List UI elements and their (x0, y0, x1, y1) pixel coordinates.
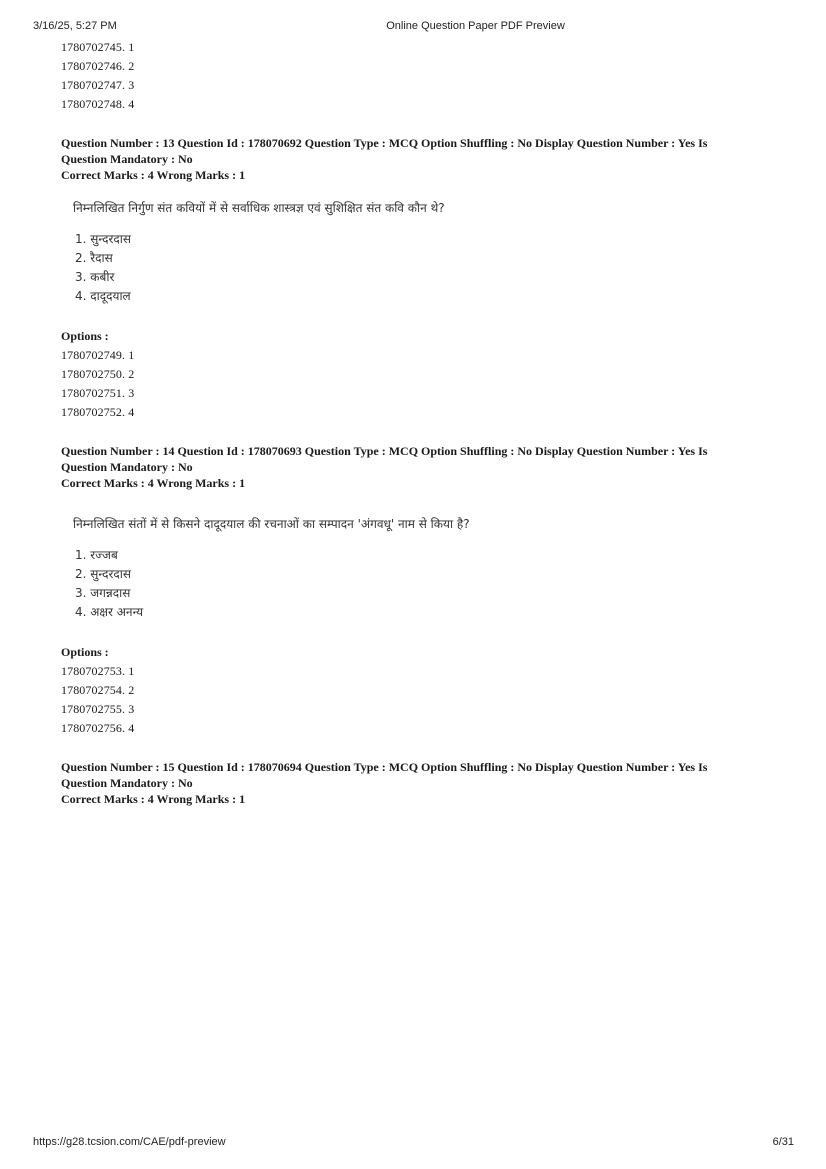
option-id: 1780702745. 1 (61, 40, 135, 54)
question-meta: Question Number : 13 Question Id : 178070692 Question Type : MCQ Option Shuffling : No Display Question Number : Yes Is (61, 136, 708, 150)
option-id: 1780702748. 4 (61, 97, 135, 111)
previous-question-options (61, 38, 761, 114)
option-id: 1780702746. 2 (61, 59, 135, 73)
option-id: 1780702751. 3 (61, 386, 135, 400)
option-id: 1780702756. 4 (61, 721, 135, 735)
choice-item: 4. अक्षर अनन्य (75, 605, 144, 619)
option-id: 1780702755. 3 (61, 702, 135, 716)
choice-item: 4. दादूदयाल (75, 289, 131, 303)
choice-item: 1. रज्जब (75, 548, 118, 562)
question-paper-content (61, 38, 761, 807)
question-meta-mandatory: Question Mandatory : No (61, 152, 193, 166)
question-13 (61, 135, 761, 422)
choice-item: 1. सुन्दरदास (75, 232, 131, 246)
choice-item: 2. सुन्दरदास (75, 567, 131, 581)
option-id: 1780702747. 3 (61, 78, 135, 92)
question-marks: Correct Marks : 4 Wrong Marks : 1 (61, 792, 246, 806)
question-14 (61, 443, 761, 738)
page-number: 6/31 (772, 1136, 794, 1148)
options-label: Options : (61, 645, 109, 659)
question-meta-mandatory: Question Mandatory : No (61, 776, 193, 790)
question-meta: Question Number : 14 Question Id : 178070693 Question Type : MCQ Option Shuffling : No Display Question Number : Yes Is (61, 444, 708, 458)
print-datetime: 3/16/25, 5:27 PM (33, 20, 117, 32)
question-text: निम्नलिखित संतों में से किसने दादूदयाल की रचनाओं का सम्पादन 'अंगवधू' नाम से किया है? (73, 517, 470, 531)
question-choices (75, 230, 761, 306)
question-meta-mandatory: Question Mandatory : No (61, 460, 193, 474)
option-id: 1780702754. 2 (61, 683, 135, 697)
question-marks: Correct Marks : 4 Wrong Marks : 1 (61, 168, 246, 182)
question-marks: Correct Marks : 4 Wrong Marks : 1 (61, 476, 246, 490)
page-url: https://g28.tcsion.com/CAE/pdf-preview (33, 1136, 226, 1148)
question-meta: Question Number : 15 Question Id : 178070694 Question Type : MCQ Option Shuffling : No Display Question Number : Yes Is (61, 760, 708, 774)
question-15 (61, 759, 761, 807)
page-title: Online Question Paper PDF Preview (386, 20, 565, 32)
option-id: 1780702749. 1 (61, 348, 135, 362)
option-id: 1780702750. 2 (61, 367, 135, 381)
choice-item: 3. जगन्नदास (75, 586, 131, 600)
choice-item: 3. कबीर (75, 270, 115, 284)
option-id: 1780702753. 1 (61, 664, 135, 678)
question-text: निम्नलिखित निर्गुण संत कवियों में से सर्वाधिक शास्त्रज्ञ एवं सुशिक्षित संत कवि कौन थे? (73, 201, 445, 215)
options-label: Options : (61, 329, 109, 343)
question-choices (75, 546, 761, 622)
option-id: 1780702752. 4 (61, 405, 135, 419)
choice-item: 2. रैदास (75, 251, 113, 265)
